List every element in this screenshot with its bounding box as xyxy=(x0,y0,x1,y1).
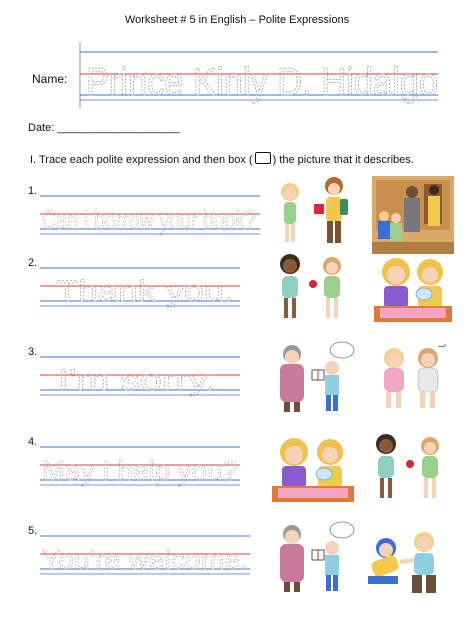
instructions-text-after: ) the picture that it describes. xyxy=(272,154,414,166)
box-symbol-icon xyxy=(255,152,271,164)
trace-phrase-2: Thank you. xyxy=(56,275,234,308)
instructions-text-before: I. Trace each polite expression and then box ( xyxy=(30,154,253,166)
item-number: 2. xyxy=(28,257,38,269)
picture-boy-gives-gift-grandma[interactable] xyxy=(270,340,356,416)
trace-phrase-3: I'm sorry. xyxy=(58,364,216,397)
instructions xyxy=(30,152,414,166)
date-field[interactable]: Date: ____________________ xyxy=(28,122,180,134)
trace-lines-4 xyxy=(40,441,240,491)
trace-phrase-4: May I help you? xyxy=(42,455,238,486)
trace-lines-2 xyxy=(40,262,240,312)
name-trace-box xyxy=(78,40,442,110)
picture-boy-gives-book[interactable] xyxy=(270,170,360,248)
worksheet-title: Worksheet # 5 in English – Polite Expressions xyxy=(124,14,350,26)
trace-lines-1 xyxy=(40,190,260,240)
item-number: 1. xyxy=(28,185,38,197)
picture-classroom-kids[interactable] xyxy=(372,176,454,254)
name-label: Name: xyxy=(32,72,68,86)
name-trace-text: Prince Kinly D. Hidalgo xyxy=(86,61,438,104)
picture-girls-washing-dishes[interactable] xyxy=(268,430,358,506)
item-number: 3. xyxy=(28,346,38,358)
picture-boy-gives-gift-grandma[interactable] xyxy=(270,520,356,596)
picture-boy-helps-fallen-boy[interactable] xyxy=(362,526,454,600)
picture-girls-share-apple[interactable] xyxy=(362,430,454,506)
trace-lines-5 xyxy=(40,530,250,580)
picture-girls-washing-dishes[interactable] xyxy=(370,250,456,324)
item-number: 5. xyxy=(28,525,38,537)
trace-phrase-5: You're welcome. xyxy=(42,544,249,575)
picture-girls-apologizing[interactable] xyxy=(368,340,452,412)
trace-lines-3 xyxy=(40,351,240,401)
trace-phrase-1: Can I borrow your book? xyxy=(42,204,256,235)
picture-girls-share-apple[interactable] xyxy=(268,250,358,326)
item-number: 4. xyxy=(28,436,38,448)
